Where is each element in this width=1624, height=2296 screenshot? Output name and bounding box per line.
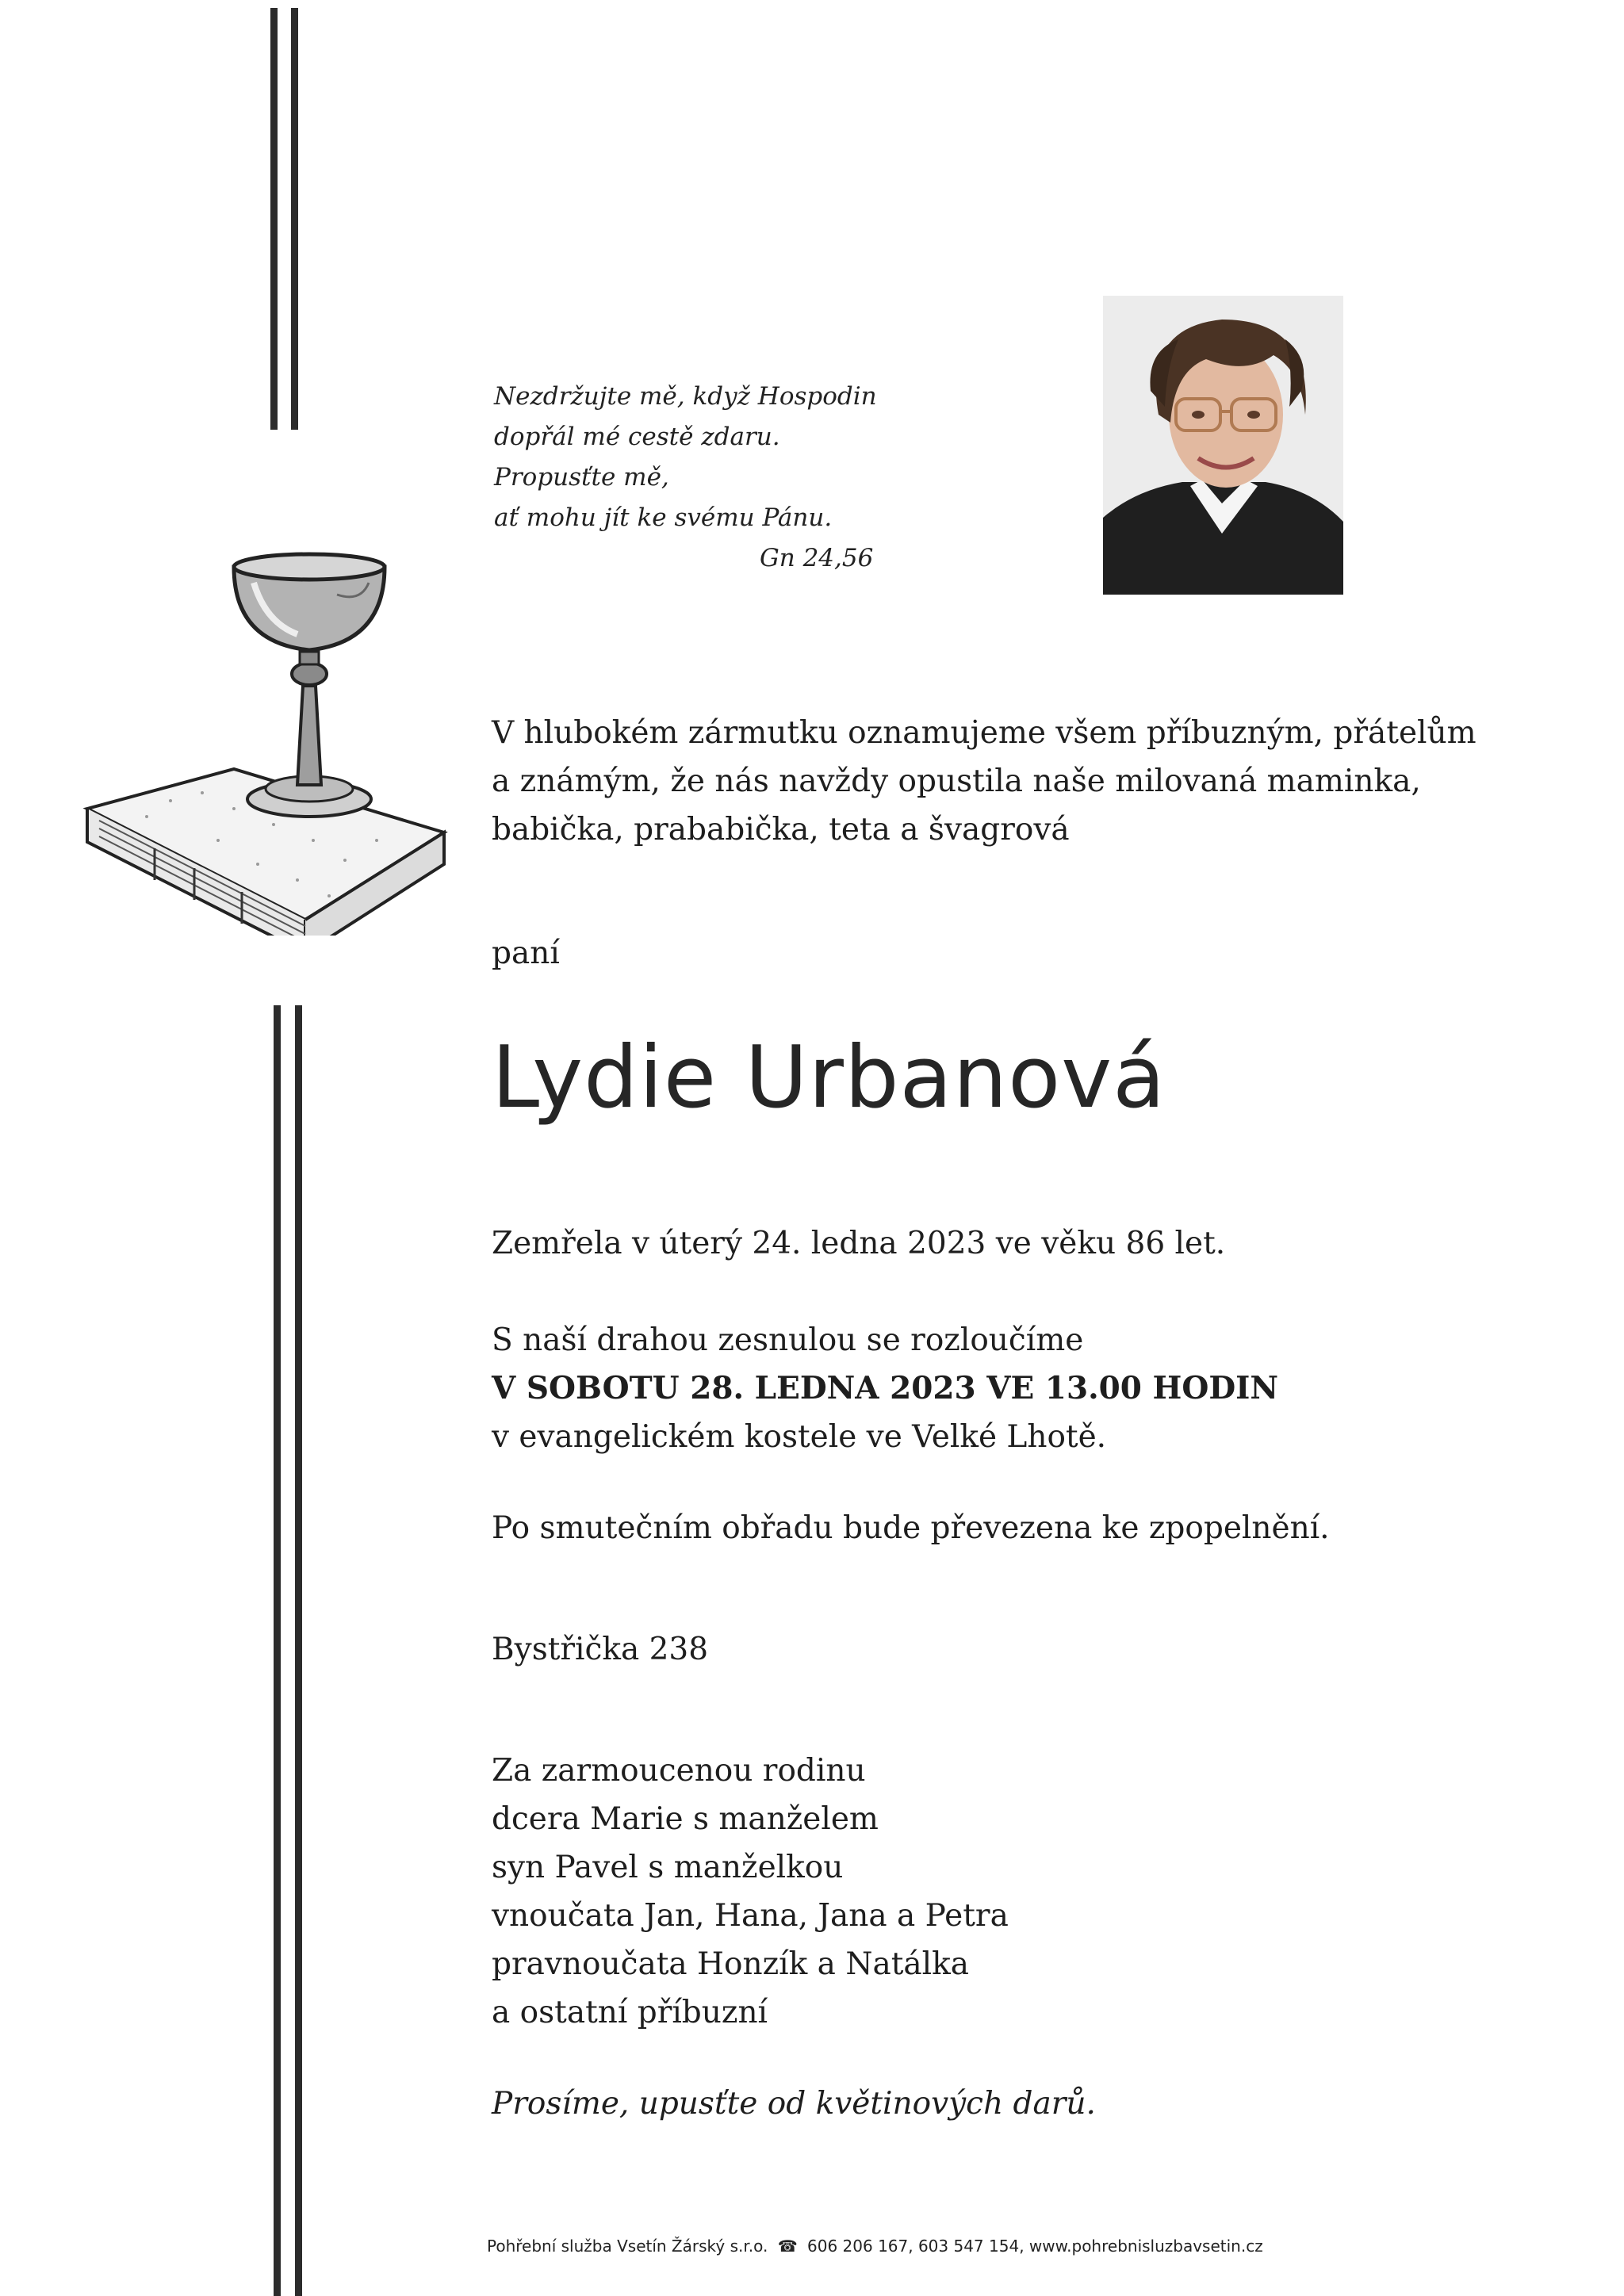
family-line: pravnoučata Honzík a Natálka [492,1946,969,1982]
family-line: dcera Marie s manželem [492,1801,879,1837]
family-signature [492,1747,1009,2037]
salutation: paní [492,936,560,971]
family-line: Za zarmoucenou rodinu [492,1753,866,1789]
announcement [492,709,1477,854]
death-notice: Zemřela v úterý 24. ledna 2023 ve věku 86 let. [492,1226,1226,1261]
deceased-name: Lydie Urbanová [492,1028,1166,1127]
bible-verse [494,377,877,579]
top-rule-right [291,8,298,430]
portrait-photo [1103,296,1343,595]
family-line: syn Pavel s manželkou [492,1850,844,1885]
farewell-date-time: V SOBOTU 28. LEDNA 2023 VE 13.00 HODIN [492,1370,1279,1406]
chalice-book-emblem [75,547,452,936]
footer [487,2235,1263,2257]
farewell-intro: S naší drahou zesnulou se rozloučíme [492,1322,1084,1358]
address: Bystřička 238 [492,1632,709,1667]
announcement-line: V hlubokém zármutku oznamujeme všem příbuzným, přátelům [492,715,1477,751]
farewell-info [492,1316,1278,1461]
verse-line: Nezdržujte mě, když Hospodin [494,382,877,411]
footer-contacts: 606 206 167, 603 547 154, www.pohrebnisluzbavsetin.cz [807,2237,1263,2256]
family-line: vnoučata Jan, Hana, Jana a Petra [492,1898,1009,1934]
verse-reference: Gn 24,56 [760,544,874,572]
portrait-image [1103,296,1343,595]
cremation-note: Po smutečním obřadu bude převezena ke zpopelnění. [492,1510,1330,1546]
announcement-line: babička, prababička, teta a švagrová [492,812,1070,848]
verse-line: dopřál mé cestě zdaru. [494,423,780,451]
farewell-place: v evangelickém kostele ve Velké Lhotě. [492,1419,1107,1455]
footer-company: Pohřební služba Vsetín Žárský s.r.o. [487,2237,768,2256]
bottom-rule-left [274,1005,281,2296]
family-line: a ostatní příbuzní [492,1995,768,2030]
verse-line: ať mohu jít ke svému Pánu. [494,503,833,532]
flowers-request: Prosíme, upusťte od květinových darů. [492,2086,1096,2122]
chalice-icon [75,547,452,936]
verse-line: Propusťte mě, [494,463,669,492]
bottom-rule-right [295,1005,302,2296]
telephone-icon: ☎ [777,2237,798,2256]
announcement-line: a známým, že nás navždy opustila naše milovaná maminka, [492,763,1421,799]
top-rule-left [270,8,278,430]
